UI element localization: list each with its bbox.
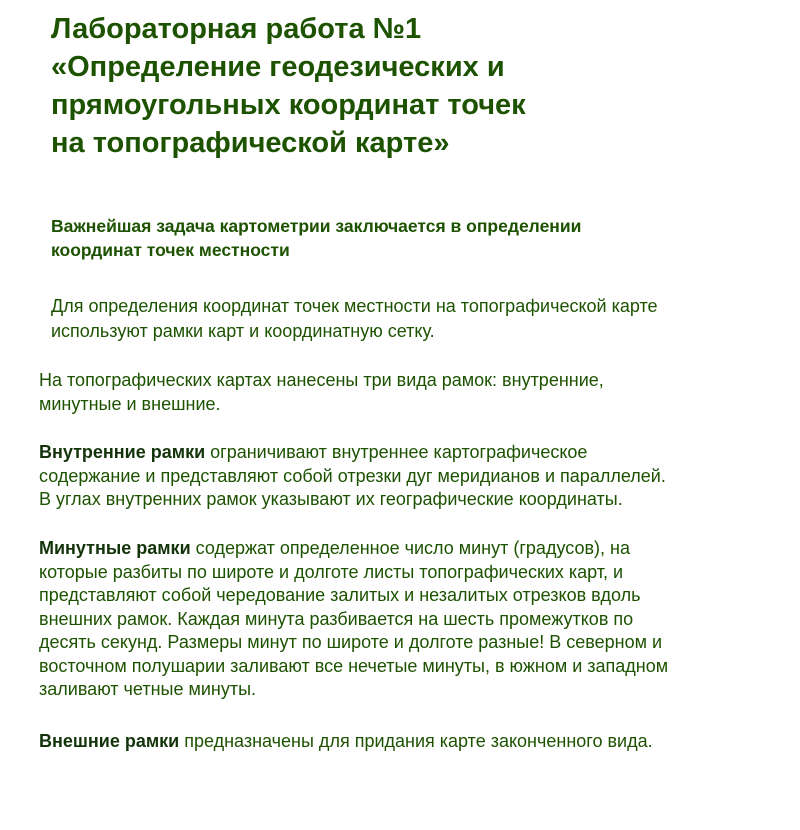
lead-line: координат точек местности bbox=[51, 240, 290, 260]
intro-line: используют рамки карт и координатную сетку. bbox=[51, 321, 435, 341]
outer-frames-paragraph bbox=[39, 730, 779, 754]
paragraph-line: внешних рамок. Каждая минута разбивается на шесть промежутков по bbox=[39, 608, 634, 629]
paragraph-line: минутные и внешние. bbox=[39, 393, 221, 414]
minute-frames-term: Минутные рамки bbox=[39, 538, 191, 558]
outer-frames-term: Внешние рамки bbox=[39, 731, 180, 751]
intro-line: Для определения координат точек местности на топографической карте bbox=[51, 296, 658, 316]
minute-frames-paragraph bbox=[39, 537, 779, 702]
paragraph-line: восточном полушарии заливают все нечетые минуты, в южном и западном bbox=[39, 655, 669, 676]
paragraph-line bbox=[39, 537, 779, 561]
paragraph-line: заливают четные минуты. bbox=[39, 679, 257, 699]
title-line: прямоугольных координат точек bbox=[51, 89, 526, 121]
frames-types-paragraph bbox=[39, 369, 779, 416]
paragraph-line: В углах внутренних рамок указывают их географические координаты. bbox=[39, 489, 623, 509]
paragraph-line: содержание и представляют собой отрезки дуг меридианов и параллелей. bbox=[39, 465, 666, 486]
title-line: на топографической карте» bbox=[51, 127, 450, 159]
paragraph-text: содержат определенное число минут (градусов), на bbox=[190, 538, 630, 558]
paragraph-line bbox=[39, 441, 779, 465]
paragraph-line bbox=[39, 730, 779, 754]
inner-frames-term: Внутренние рамки bbox=[39, 442, 206, 462]
title-line: Лабораторная работа №1 bbox=[51, 13, 422, 45]
title-line: «Определение геодезических и bbox=[51, 51, 505, 83]
lead-paragraph bbox=[51, 214, 771, 262]
paragraph-line: десять секунд. Размеры минут по широте и долготе разные! В северном и bbox=[39, 632, 663, 652]
paragraph-text: ограничивают внутреннее картографическое bbox=[205, 442, 588, 462]
page-title bbox=[51, 10, 771, 162]
inner-frames-paragraph bbox=[39, 441, 779, 512]
lead-line: Важнейшая задача картометрии заключается в определении bbox=[51, 216, 582, 236]
paragraph-line: На топографических картах нанесены три вида рамок: внутренние, bbox=[39, 370, 604, 390]
intro-paragraph bbox=[51, 294, 771, 344]
paragraph-text: предназначены для придания карте законченного вида. bbox=[179, 731, 653, 751]
paragraph-line: которые разбиты по широте и долготе листы топографических карт, и bbox=[39, 561, 624, 582]
paragraph-line: представляют собой чередование залитых и незалитых отрезков вдоль bbox=[39, 585, 641, 605]
